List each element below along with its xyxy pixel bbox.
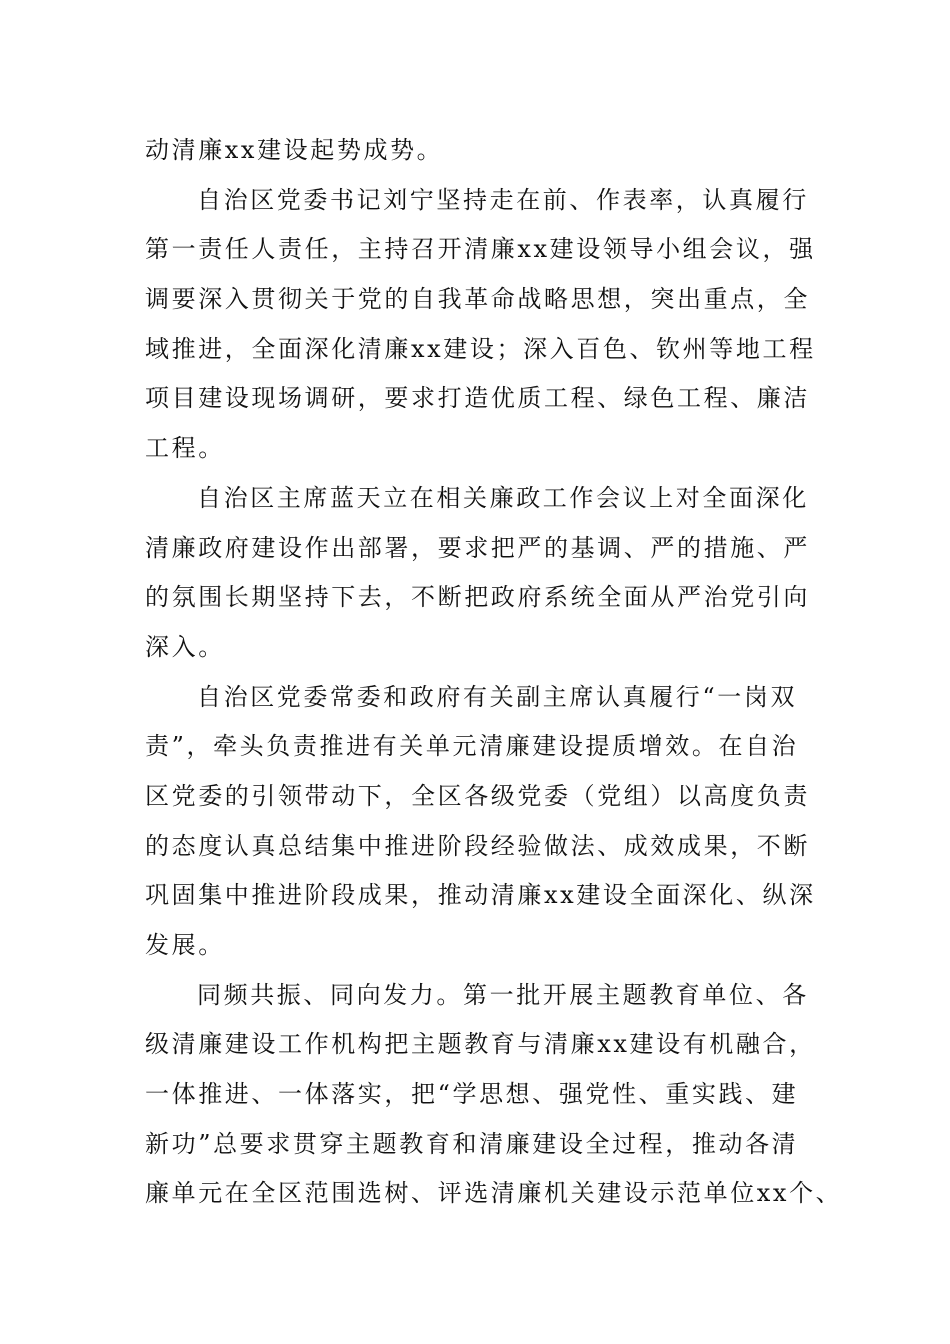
paragraph-first-line: 自治区主席蓝天立在相关廉政工作会议上对全面深化 [197, 483, 809, 512]
text-line: 新功”总要求贯穿主题教育和清廉建设全过程，推动各清 [145, 1129, 799, 1158]
text-line: 域推进，全面深化清廉xx建设；深入百色、钦州等地工程 [145, 334, 816, 363]
text-line: 调要深入贯彻关于党的自我革命战略思想，突出重点，全 [145, 285, 810, 314]
text-line: 巩固集中推进阶段成果，推动清廉xx建设全面深化、纵深 [145, 881, 816, 910]
text-line: 发展。 [145, 931, 225, 959]
text-line: 的态度认真总结集中推进阶段经验做法、成效成果，不断 [145, 831, 810, 860]
text-line: 的氛围长期坚持下去，不断把政府系统全面从严治党引向 [145, 583, 810, 612]
text-line: 第一责任人责任，主持召开清廉xx建设领导小组会议，强 [145, 235, 816, 264]
text-line: 工程。 [145, 434, 225, 463]
text-line: 级清廉建设工作机构把主题教育与清廉xx建设有机融合， [145, 1030, 816, 1059]
text-line: 深入。 [145, 632, 225, 661]
text-line: 廉单元在全区范围选树、评选清廉机关建设示范单位xx个、 [145, 1179, 843, 1208]
text-line: 责”，牵头负责推进有关单元清廉建设提质增效。在自治 [145, 732, 799, 761]
paragraph-first-line: 同频共振、同向发力。第一批开展主题教育单位、各 [197, 980, 809, 1009]
text-line: 动清廉xx建设起势成势。 [145, 136, 444, 164]
paragraph-first-line: 自治区党委常委和政府有关副主席认真履行“一岗双 [197, 682, 798, 711]
text-line: 一体推进、一体落实，把“学思想、强党性、重实践、建 [145, 1080, 799, 1109]
paragraph-first-line: 自治区党委书记刘宁坚持走在前、作表率，认真履行 [197, 185, 809, 214]
text-line: 项目建设现场调研，要求打造优质工程、绿色工程、廉洁 [145, 384, 810, 413]
text-line: 区党委的引领带动下，全区各级党委（党组）以高度负责 [145, 781, 810, 810]
document-body [145, 126, 843, 1219]
text-line: 清廉政府建设作出部署，要求把严的基调、严的措施、严 [145, 533, 810, 562]
